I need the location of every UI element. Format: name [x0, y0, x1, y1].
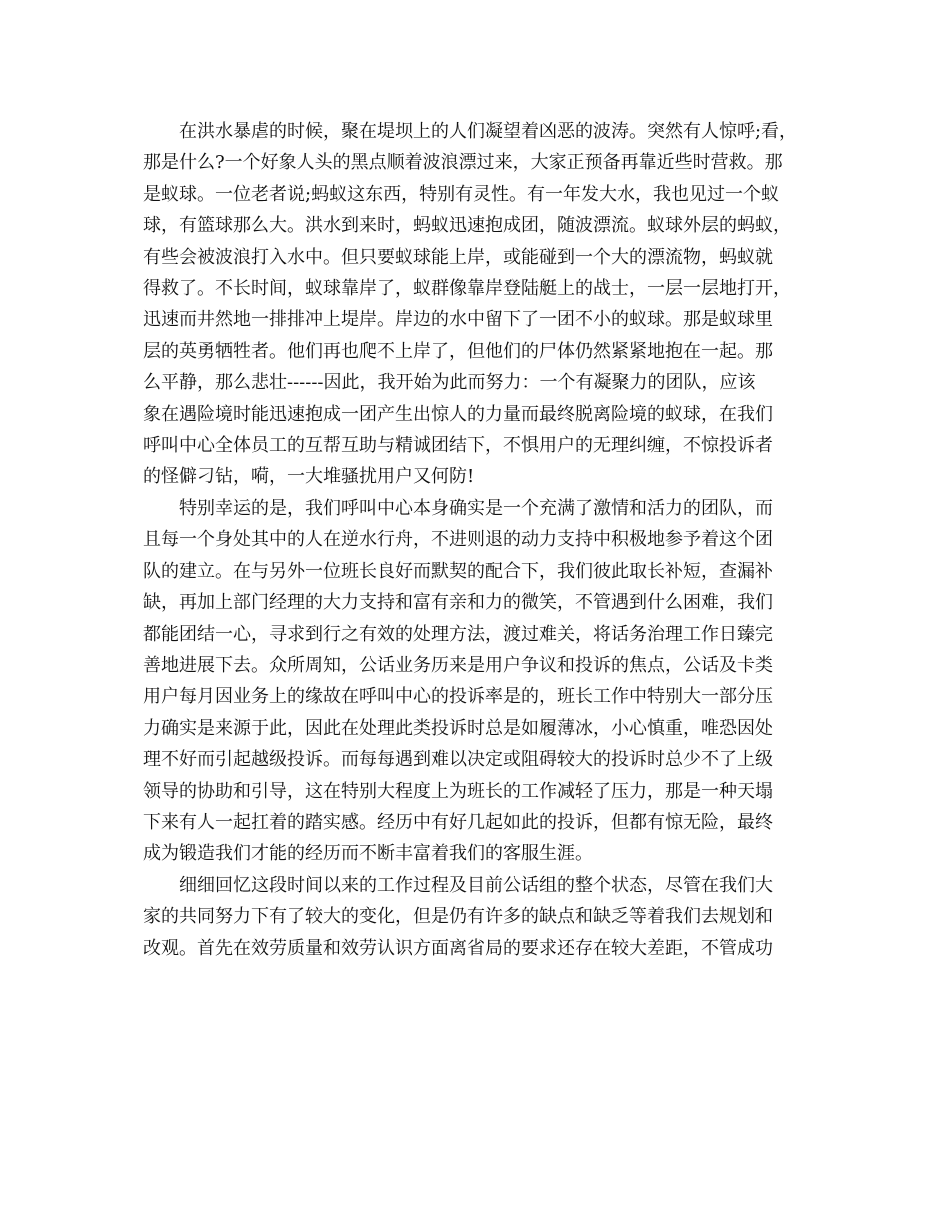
text-line: 么平静，那么悲壮------因此，我开始为此而努力：一个有凝聚力的团队，应该 — [143, 372, 756, 394]
text-line: 那是什么?一个好象人头的黑点顺着波浪漂过来，大家正预备再靠近些时营救。那 — [143, 152, 783, 174]
text-line: 成为锻造我们才能的经历而不断丰富着我们的客服生涯。 — [143, 843, 593, 865]
text-line: 特别幸运的是，我们呼叫中心本身确实是一个充满了激情和活力的团队，而 — [179, 497, 773, 519]
text-line: 都能团结一心，寻求到行之有效的处理方法，渡过难关，将话务治理工作日臻完 — [143, 623, 773, 645]
text-line: 改观。首先在效劳质量和效劳认识方面离省局的要求还存在较大差距，不管成功 — [143, 937, 773, 959]
text-line: 家的共同努力下有了较大的变化，但是仍有许多的缺点和缺乏等着我们去规划和 — [143, 906, 773, 928]
text-line: 缺，再加上部门经理的大力支持和富有亲和力的微笑，不管遇到什么困难，我们 — [143, 592, 773, 614]
text-line: 迅速而井然地一排排冲上堤岸。岸边的水中留下了一团不小的蚁球。那是蚁球里 — [143, 309, 773, 331]
text-line: 力确实是来源于此，因此在处理此类投诉时总是如履薄冰，小心慎重，唯恐因处 — [143, 717, 773, 739]
text-line: 善地进展下去。众所周知，公话业务历来是用户争议和投诉的焦点，公话及卡类 — [143, 654, 773, 676]
text-line: 用户每月因业务上的缘故在呼叫中心的投诉率是的，班长工作中特别大一部分压 — [143, 686, 773, 708]
text-line: 队的建立。在与另外一位班长良好而默契的配合下，我们彼此取长补短，查漏补 — [143, 560, 773, 582]
text-line: 在洪水暴虐的时候，聚在堤坝上的人们凝望着凶恶的波涛。突然有人惊呼;看， — [179, 121, 798, 142]
text-line: 领导的协助和引导，这在特别大程度上为班长的工作减轻了压力，那是一种天塌 — [143, 780, 773, 802]
text-line: 象在遇险境时能迅速抱成一团产生出惊人的力量而最终脱离险境的蚁球，在我们 — [143, 403, 773, 425]
document-body — [143, 116, 808, 964]
paragraph-1 — [143, 116, 808, 493]
text-line: 理不好而引起越级投诉。而每每遇到难以决定或阻碍较大的投诉时总少不了上级 — [143, 749, 773, 771]
text-line: 且每一个身处其中的人在逆水行舟，不进则退的动力支持中积极地参予着这个团 — [143, 529, 773, 551]
text-line: 有些会被波浪打入水中。但只要蚁球能上岸，或能碰到一个大的漂流物，蚂蚁就 — [143, 246, 773, 268]
text-line: 下来有人一起扛着的踏实感。经历中有好几起如此的投诉，但都有惊无险，最终 — [143, 811, 773, 833]
text-line: 细细回忆这段时间以来的工作过程及目前公话组的整个状态，尽管在我们大 — [179, 874, 773, 896]
paragraph-2 — [143, 493, 808, 870]
text-line: 呼叫中心全体员工的互帮互助与精诚团结下，不惧用户的无理纠缠，不惊投诉者 — [143, 435, 773, 457]
paragraph-3 — [143, 870, 808, 964]
text-line: 层的英勇牺牲者。他们再也爬不上岸了，但他们的尸体仍然紧紧地抱在一起。那 — [143, 340, 773, 362]
text-line: 球，有篮球那么大。洪水到来时，蚂蚁迅速抱成团，随波漂流。蚁球外层的蚂蚁， — [143, 215, 791, 237]
text-line: 的怪僻刁钻，嗬，一大堆骚扰用户又何防! — [143, 466, 475, 488]
text-line: 得救了。不长时间，蚁球靠岸了，蚁群像靠岸登陆艇上的战士，一层一层地打开， — [143, 278, 791, 300]
text-line: 是蚁球。一位老者说;蚂蚁这东西，特别有灵性。有一年发大水，我也见过一个蚁 — [143, 183, 780, 205]
